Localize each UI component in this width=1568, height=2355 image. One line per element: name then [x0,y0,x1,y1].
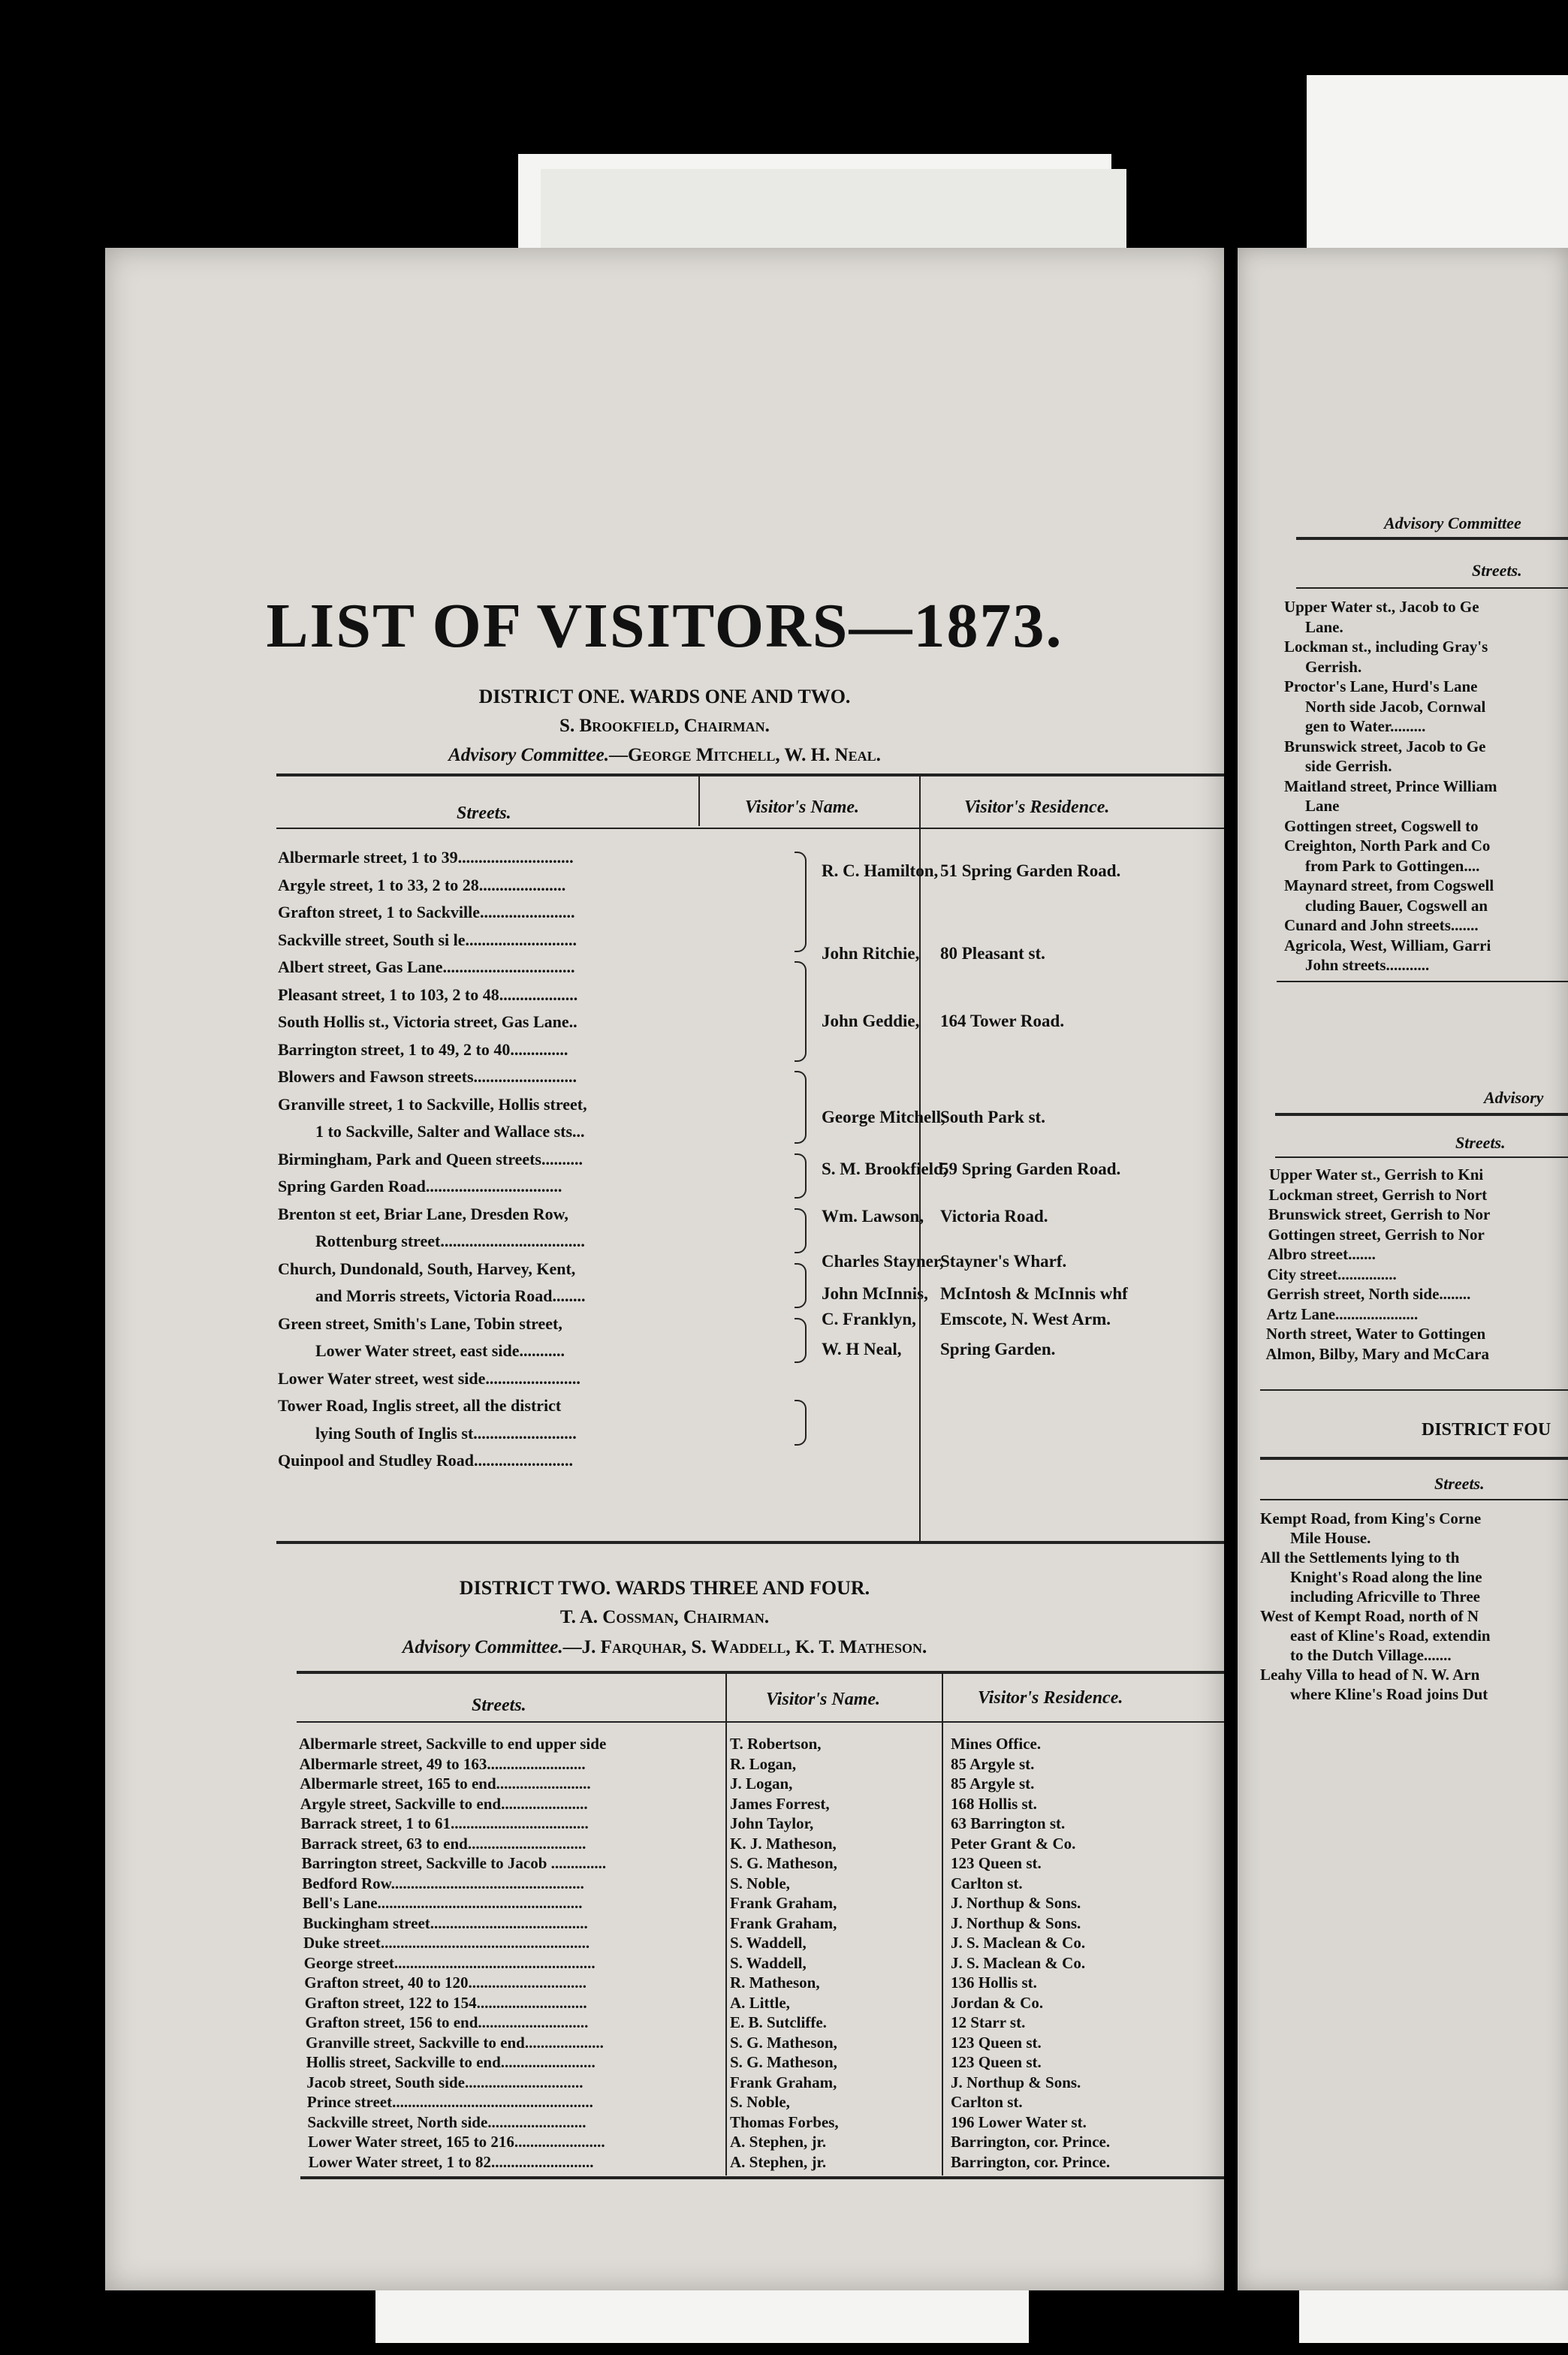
district-two-chairman: T. A. Cossman, Chairman. [559,1607,770,1627]
visitor-residence-cell: 12 Starr st. [951,2013,1026,2031]
facing-street-line: West of Kempt Road, north of N [1260,1607,1479,1625]
facing-street-line: gen to Water......... [1305,717,1426,735]
facing-street-line: to the Dutch Village....... [1290,1646,1452,1664]
visitor-name-cell: Frank Graham, [730,2073,837,2091]
advisory-label: Advisory Committee. [448,745,609,765]
page-title: LIST OF VISITORS—1873. [266,591,1063,661]
street-cell: Lower Water street, 1 to 82.......................... [308,2152,594,2171]
visitor-residence-cell: 168 Hollis st. [951,1794,1037,1813]
facing-street-line: Lockman st., including Gray's [1284,638,1488,656]
district-one-street: Albermarle street, 1 to 39............................ [278,848,574,867]
visitor-residence: Stayner's Wharf. [940,1252,1067,1271]
visitor-residence: South Park st. [940,1108,1045,1126]
district-two-heading: DISTRICT TWO. WARDS THREE AND FOUR. [459,1577,870,1599]
visitor-residence: 80 Pleasant st. [940,944,1045,963]
visitor-residence-cell: 123 Queen st. [951,2033,1042,2052]
visitor-name-cell: K. J. Matheson, [730,1834,837,1853]
visitor-name-cell: S. G. Matheson, [730,2033,837,2052]
facing-street-line: Upper Water st., Gerrish to Kni [1269,1165,1484,1184]
visitor-residence-cell: Peter Grant & Co. [951,1834,1076,1853]
district-one-street: Birmingham, Park and Queen streets.......... [278,1149,583,1168]
table-one-bottom-rule [276,1541,1224,1544]
visitor-name: Charles Stayner, [822,1252,944,1271]
table-two-col-residence: Visitor's Residence. [978,1688,1123,1708]
street-cell: Grafton street, 122 to 154............................ [304,1993,587,2012]
district-one-street: Grafton street, 1 to Sackville....................... [278,903,575,921]
visitor-name-cell: T. Robertson, [730,1735,822,1753]
visitor-residence-cell: Carlton st. [951,2093,1023,2111]
facing-street-line: North side Jacob, Cornwal [1305,697,1486,716]
facing-page [1238,248,1568,2290]
advisory-names: —George Mitchell, W. H. Neal. [609,745,881,765]
facing-street-line: Brunswick street, Gerrish to Nor [1268,1205,1491,1223]
district-one-street: Tower Road, Inglis street, all the district [278,1396,562,1415]
visitor-residence-cell: J. Northup & Sons. [951,1894,1081,1912]
visitor-name: John Geddie, [822,1012,920,1030]
street-cell: Albermarle street, 165 to end........................ [300,1775,591,1793]
facing-street-line: Gottingen street, Gerrish to Nor [1268,1225,1485,1244]
street-cell: Albermarle street, Sackville to end upper side [299,1735,607,1753]
facing-street-line: Kempt Road, from King's Corne [1260,1509,1482,1527]
street-cell: Grafton street, 40 to 120.............................. [304,1974,586,1992]
facing-street-line: City street............... [1267,1265,1397,1283]
visitor-residence-cell: 63 Barrington st. [951,1814,1066,1832]
district-one-street: Brenton st eet, Briar Lane, Dresden Row, [278,1204,568,1223]
visitor-residence: McIntosh & McInnis whf [940,1284,1128,1303]
street-cell: Argyle street, Sackville to end...................... [300,1794,588,1813]
visitor-name-cell: S. Waddell, [730,1953,807,1972]
visitor-residence: Victoria Road. [940,1207,1048,1226]
district-one-street: Lower Water street, west side....................... [278,1368,580,1388]
visitor-name-cell: A. Stephen, jr. [730,2133,827,2151]
district-one-street: Quinpool and Studley Road........................ [278,1451,574,1470]
group-brace [795,1208,807,1254]
visitor-name-cell: Frank Graham, [730,1913,837,1932]
table-one-col-streets: Streets. [457,804,511,823]
facing-street-line: Almon, Bilby, Mary and McCara [1265,1344,1489,1363]
facing-street-line: from Park to Gottingen.... [1305,856,1480,875]
visitor-residence-cell: J. Northup & Sons. [951,1913,1081,1932]
group-brace [795,852,807,952]
visitor-name-cell: R. Matheson, [730,1974,820,1992]
visitor-name-cell: J. Logan, [730,1775,793,1793]
visitor-name: John McInnis, [822,1284,928,1303]
facing-street-line: cluding Bauer, Cogswell an [1305,896,1488,915]
district-two-advisory [105,1637,1224,1658]
visitor-residence: 164 Tower Road. [940,1012,1065,1030]
visitor-name: Wm. Lawson, [822,1207,924,1226]
visitor-name-cell: John Taylor, [730,1814,814,1832]
facing-street-line: Maynard street, from Cogswell [1284,876,1494,894]
facing-street-line: Lane [1305,797,1340,815]
visitor-name-cell: A. Stephen, jr. [730,2152,827,2171]
group-brace [795,961,807,1062]
visitor-residence-cell: Jordan & Co. [951,1993,1044,2012]
facing-advisory-label-b: Advisory [1484,1088,1544,1107]
paper-slip-bottom [375,2290,1029,2343]
visitor-name: S. M. Brookfield, [822,1159,948,1178]
facing-street-line: Lane. [1305,617,1343,636]
district-one-street: Barrington street, 1 to 49, 2 to 40.............. [278,1039,568,1059]
visitor-residence: 59 Spring Garden Road. [940,1159,1121,1178]
facing-advisory-label: Advisory Committee [1384,514,1521,532]
facing-rule-4 [1275,1113,1568,1116]
facing-rule-1 [1296,537,1568,540]
visitor-residence: Spring Garden. [940,1340,1056,1358]
facing-rule-7 [1260,1457,1568,1460]
visitor-name-cell: S. G. Matheson, [730,2053,837,2071]
district-one-street: Rottenburg street................................... [315,1232,585,1250]
visitor-name: John Ritchie, [822,944,920,963]
facing-street-line: Knight's Road along the line [1290,1568,1482,1586]
facing-rule-5 [1275,1156,1568,1158]
visitor-residence-cell: 123 Queen st. [951,1854,1042,1872]
visitor-name-cell: A. Little, [730,1993,790,2012]
facing-street-line: John streets........... [1305,956,1430,974]
facing-street-line: Maitland street, Prince William [1284,776,1497,795]
paper-slip-right-top [1307,75,1568,255]
street-cell: Bedford Row................................................. [302,1874,584,1892]
facing-street-line: Upper Water st., Jacob to Ge [1284,598,1479,616]
facing-street-line: including Africville to Three [1290,1588,1480,1606]
visitor-residence-cell: J. Northup & Sons. [951,2073,1081,2091]
street-cell: Albermarle street, 49 to 163......................... [299,1754,586,1773]
facing-rule-2 [1296,587,1568,589]
facing-col-streets-b: Streets. [1455,1133,1506,1152]
group-brace [795,1071,807,1144]
district-one-street: Sackville street, South si le........................... [278,930,577,949]
visitor-residence-cell: Barrington, cor. Prince. [951,2152,1111,2171]
street-cell: Hollis street, Sackville to end........................ [306,2053,596,2071]
table-two-divider-2 [942,1672,943,2176]
district-one-street: Albert street, Gas Lane................................ [278,957,575,976]
facing-street-line: Leahy Villa to head of N. W. Arn [1260,1666,1480,1684]
facing-street-line: east of Kline's Road, extendin [1290,1627,1491,1645]
street-cell: Bell's Lane.................................................... [302,1894,583,1912]
visitor-residence-cell: J. S. Maclean & Co. [951,1953,1086,1972]
visitor-name-cell: R. Logan, [730,1754,797,1773]
facing-street-line: Agricola, West, William, Garri [1284,936,1491,954]
table-one-divider-1 [698,775,700,826]
facing-street-line: Lockman street, Gerrish to Nort [1268,1185,1488,1204]
facing-col-streets-a: Streets. [1472,561,1522,580]
document-page [105,248,1224,2290]
district-one-street: Argyle street, 1 to 33, 2 to 28..................... [278,875,566,894]
visitor-residence: Emscote, N. West Arm. [940,1310,1111,1328]
facing-street-line: Creighton, North Park and Co [1284,837,1491,855]
visitor-name-cell: S. Waddell, [730,1934,807,1952]
facing-street-line: All the Settlements lying to th [1260,1548,1460,1566]
group-brace [795,1153,807,1199]
district-one-street: Green street, Smith's Lane, Tobin street, [278,1313,562,1333]
district-one-street: lying South of Inglis st......................... [315,1423,577,1443]
district-one-street: Lower Water street, east side........... [315,1341,565,1360]
visitor-residence: 51 Spring Garden Road. [940,861,1121,880]
facing-street-line: Mile House. [1290,1529,1371,1547]
table-two-col-streets: Streets. [472,1696,526,1715]
table-one-divider-2 [919,775,921,1541]
visitor-name-cell: Frank Graham, [730,1894,837,1912]
table-two-col-name: Visitor's Name. [766,1690,881,1709]
facing-street-line: Brunswick street, Jacob to Ge [1284,737,1486,755]
table-one-top-rule [276,773,1224,776]
street-cell: Buckingham street........................................ [303,1913,588,1932]
advisory-names-2: —J. Farquhar, S. Waddell, K. T. Matheson. [562,1637,927,1657]
table-two-bottom-rule [300,2176,1224,2179]
district-one-street: Church, Dundonald, South, Harvey, Kent, [278,1259,576,1278]
facing-street-line: Proctor's Lane, Hurd's Lane [1284,677,1478,695]
visitor-residence-cell: 85 Argyle st. [951,1754,1035,1773]
visitor-name: R. C. Hamilton, [822,861,939,880]
district-one-advisory [105,745,1224,766]
facing-rule-6 [1260,1389,1568,1391]
district-one-street: Granville street, 1 to Sackville, Hollis street, [278,1094,587,1114]
visitor-residence-cell: Barrington, cor. Prince. [951,2133,1111,2151]
facing-street-line: where Kline's Road joins Dut [1290,1685,1488,1703]
facing-street-line: Artz Lane..................... [1266,1304,1419,1323]
facing-street-line: Gerrish street, North side........ [1267,1285,1471,1303]
facing-street-line: Gerrish. [1305,657,1362,676]
facing-street-line: Gottingen street, Cogswell to [1284,816,1479,835]
street-cell: Barrington street, Sackville to Jacob .............. [301,1854,607,1872]
table-two-divider-1 [725,1672,727,2176]
street-cell: Sackville street, North side......................... [307,2112,586,2131]
street-cell: Lower Water street, 165 to 216....................... [308,2133,605,2151]
visitor-name: George Mitchell, [822,1108,945,1126]
visitor-name-cell: E. B. Sutcliffe. [730,2013,827,2031]
street-cell: Prince street................................................... [306,2093,593,2111]
paper-slip-right-bottom [1299,2290,1568,2343]
visitor-name-cell: James Forrest, [730,1794,830,1813]
district-one-street: South Hollis st., Victoria street, Gas Lane.. [278,1012,577,1031]
group-brace [795,1318,807,1364]
table-one-col-name: Visitor's Name. [745,798,860,817]
district-one-street: and Morris streets, Victoria Road........ [315,1286,586,1305]
facing-street-line: Albro street....... [1268,1245,1376,1263]
table-one-col-residence: Visitor's Residence. [964,798,1110,817]
visitor-residence-cell: Carlton st. [951,1874,1023,1892]
visitor-residence-cell: Mines Office. [951,1735,1042,1753]
facing-street-line: Cunard and John streets....... [1284,916,1479,934]
visitor-residence-cell: 136 Hollis st. [951,1974,1037,1992]
visitor-residence-cell: 85 Argyle st. [951,1775,1035,1793]
street-cell: George street................................................... [303,1953,596,1972]
facing-col-streets-c: Streets. [1434,1474,1485,1493]
street-cell: Barrack street, 63 to end.............................. [301,1834,586,1853]
facing-street-line: side Gerrish. [1305,757,1392,775]
visitor-name: C. Franklyn, [822,1310,916,1328]
visitor-name-cell: S. Noble, [730,1874,790,1892]
street-cell: Grafton street, 156 to end............................ [305,2013,589,2031]
district-one-heading: DISTRICT ONE. WARDS ONE AND TWO. [478,686,851,707]
visitor-residence-cell: 123 Queen st. [951,2053,1042,2071]
facing-rule-8 [1260,1499,1568,1500]
group-brace [795,1263,807,1309]
visitor-residence-cell: J. S. Maclean & Co. [951,1934,1086,1952]
table-one-head-rule [276,828,1224,829]
district-one-chairman: S. Brookfield, Chairman. [559,716,770,736]
visitor-name-cell: Thomas Forbes, [730,2112,839,2131]
paper-slip-top-2 [541,169,1126,259]
visitor-name-cell: S. Noble, [730,2093,790,2111]
street-cell: Jacob street, South side.............................. [306,2073,583,2091]
table-two-head-rule [297,1721,1224,1723]
visitor-name-cell: S. G. Matheson, [730,1854,837,1872]
table-two-top-rule [297,1671,1224,1674]
street-cell: Duke street..................................................... [303,1934,590,1952]
district-one-street: Spring Garden Road................................. [278,1177,562,1196]
district-one-street: Pleasant street, 1 to 103, 2 to 48................... [278,985,578,1004]
advisory-label-2: Advisory Committee. [402,1637,563,1657]
facing-street-line: North street, Water to Gottingen [1266,1325,1486,1343]
facing-district-four: DISTRICT FOU [1422,1420,1551,1440]
street-cell: Granville street, Sackville to end.................... [306,2033,604,2052]
group-brace [795,1400,807,1446]
visitor-residence-cell: 196 Lower Water st. [951,2112,1087,2131]
visitor-name: W. H Neal, [822,1340,902,1358]
facing-rule-3 [1277,981,1568,982]
street-cell: Barrack street, 1 to 61................................... [300,1814,589,1832]
district-one-street: Blowers and Fawson streets......................... [278,1067,577,1086]
bleed-through-text [105,451,1224,901]
district-one-street: 1 to Sackville, Salter and Wallace sts... [315,1122,585,1141]
